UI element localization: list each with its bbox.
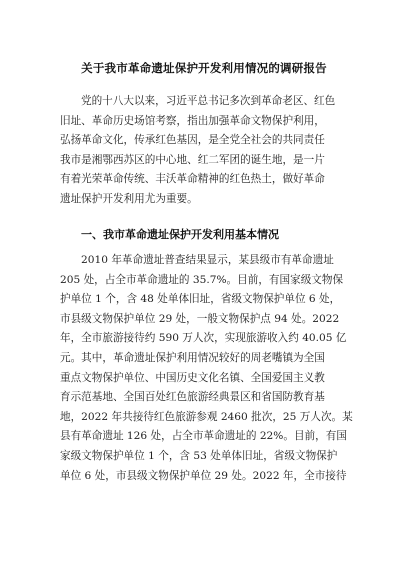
document-title: 关于我市革命遗址保护开发利用情况的调研报告 <box>81 61 327 75</box>
intro-line: 我市是湘鄂西苏区的中心地、红二军团的诞生地，是一片 <box>60 153 325 166</box>
intro-line: 弘扬革命文化，传承红色基因，是全党全社会的共同责任 <box>60 134 325 147</box>
body-paragraph <box>60 251 354 486</box>
body-line: 单位 6 处，市县级文物保护单位 29 处。2022 年，全市接待 <box>60 469 347 482</box>
body-line: 重点文物保护单位、中国历史文化名镇、全国爱国主义教 <box>60 371 325 384</box>
body-line: 205 处，占全市革命遗址的 35.7%。目前，有国家级文物保 <box>60 273 344 286</box>
body-line: 护单位 1 个，含 48 处单体旧址，省级文物保护单位 6 处， <box>60 293 341 306</box>
intro-line: 党的十八大以来，习近平总书记多次到革命老区、红色 <box>81 95 336 107</box>
intro-line: 遗址保护开发利用尤为重要。 <box>60 192 198 205</box>
body-line: 育示范基地、全国百处红色旅游经典景区和省国防教育基 <box>60 391 325 404</box>
body-line: 市县级文物保护单位 29 处，一般文物保护点 94 处。2022 <box>60 312 340 325</box>
intro-line: 旧址、革命历史场馆考察，指出加强革命文物保护利用， <box>60 114 325 127</box>
body-line: 家级文物保护单位 1 个，含 53 处单体旧址，省级文物保护 <box>60 449 338 462</box>
intro-line: 有着光荣革命传统、丰沃革命精神的红色热土，做好革命 <box>60 173 325 186</box>
body-line: 2010 年革命遗址普查结果显示，某县级市有革命遗址 <box>81 254 334 266</box>
section-heading: 一、我市革命遗址保护开发利用基本情况 <box>81 228 279 241</box>
intro-paragraph <box>60 92 354 210</box>
body-line: 地，2022 年共接待红色旅游参观 2460 批次，25 万人次。某 <box>60 410 353 423</box>
body-line: 年，全市旅游接待约 590 万人次，实现旅游收入约 40.05 亿 <box>60 332 347 345</box>
body-line: 元。其中，革命遗址保护利用情况较好的周老嘴镇为全国 <box>60 351 325 364</box>
body-line: 县有革命遗址 126 处，占全市革命遗址的 22%。目前，有国 <box>60 430 347 443</box>
